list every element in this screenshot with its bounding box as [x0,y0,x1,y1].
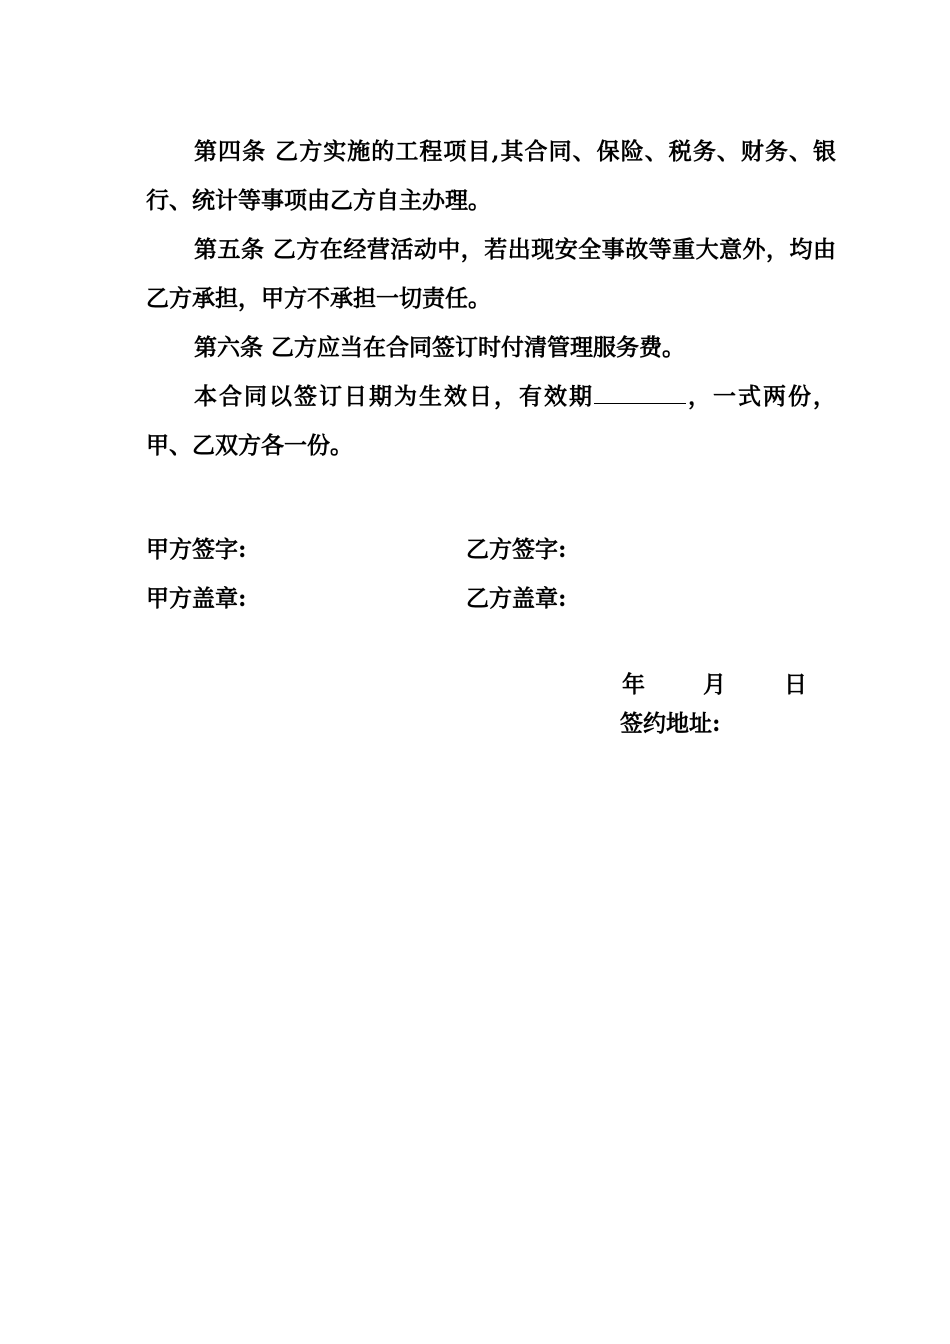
validity-clause [146,372,836,470]
signing-address-label: 签约地址: [620,710,721,737]
party-a-seal-label: 甲方盖章: [146,585,247,612]
article-four: 第四条 乙方实施的工程项目,其合同、保险、税务、财务、银行、统计等事项由乙方自主办理。 [146,138,836,214]
validity-text-before: 本合同以签订日期为生效日，有效期 [194,383,594,410]
validity-text-after: ，一式两份，甲、乙双方各一份。 [146,383,836,459]
date-year-label: 年 [622,671,645,698]
date-month-label: 月 [703,671,726,698]
party-b-signature-label: 乙方签字: [466,536,567,563]
party-b-seal-label: 乙方盖章: [466,585,567,612]
party-a-signature-label: 甲方签字: [146,536,247,563]
validity-period-blank [594,380,686,404]
article-six: 第六条 乙方应当在合同签订时付清管理服务费。 [194,334,686,361]
date-day-label: 日 [784,671,807,698]
article-five: 第五条 乙方在经营活动中，若出现安全事故等重大意外，均由乙方承担，甲方不承担一切责任。 [146,236,836,312]
